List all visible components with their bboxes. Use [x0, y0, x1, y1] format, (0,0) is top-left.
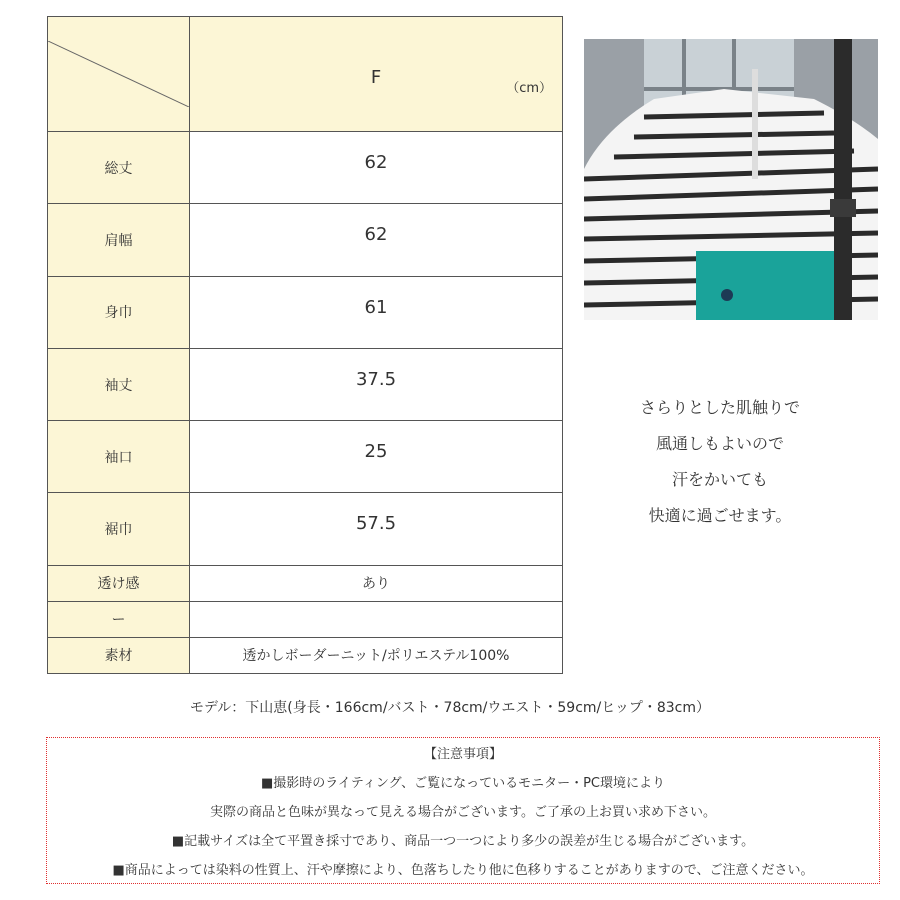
size-header-cell: [190, 17, 563, 132]
size-table: [47, 16, 563, 674]
notice-title: 【注意事項】: [423, 747, 502, 762]
description-line: さらりとした肌触りで: [639, 398, 800, 417]
row-label: ー: [48, 601, 190, 637]
corner-cell: [48, 17, 190, 132]
row-label: 袖口: [48, 421, 190, 493]
row-label: 肩幅: [48, 204, 190, 276]
notice-box: [46, 737, 880, 884]
notice-line: ■記載サイズは全て平置き採寸であり、商品一つ一つにより多少の誤差が生じる場合がございます。: [171, 834, 755, 849]
row-value: あり: [190, 565, 563, 601]
unit-label: （cm）: [506, 81, 552, 97]
description-line: 風通しもよいので: [655, 434, 784, 453]
model-info: モデル：下山恵(身長・166cm/バスト・78cm/ウエスト・59cm/ヒップ・83cm）: [190, 700, 710, 716]
description-copy: [590, 390, 850, 534]
row-label: 身巾: [48, 276, 190, 348]
notice-line: 実際の商品と色味が異なって見える場合がございます。ご了承の上お買い求め下さい。: [210, 805, 716, 820]
row-value: 57.5: [190, 493, 563, 565]
table-row: [48, 276, 563, 348]
description-line: 快適に過ごせます。: [648, 506, 792, 525]
diagonal-line: [48, 41, 189, 107]
table-row: [48, 348, 563, 420]
row-value: 透かしボーダーニット/ポリエステル100%: [190, 637, 563, 673]
table-row: [48, 637, 563, 673]
table-row: [48, 601, 563, 637]
row-label: 素材: [48, 637, 190, 673]
table-row: [48, 565, 563, 601]
row-value: 62: [190, 204, 563, 276]
table-row: [48, 421, 563, 493]
table-row: [48, 132, 563, 204]
row-value: 62: [190, 132, 563, 204]
row-value: 37.5: [190, 348, 563, 420]
product-photo: [584, 39, 878, 320]
row-label: 透け感: [48, 565, 190, 601]
table-row: [48, 493, 563, 565]
row-value: 61: [190, 276, 563, 348]
size-label: F: [370, 67, 382, 89]
table-row: [48, 204, 563, 276]
row-value: 25: [190, 421, 563, 493]
size-table-header-row: [48, 17, 563, 132]
row-label: 裾巾: [48, 493, 190, 565]
row-label: 総丈: [48, 132, 190, 204]
row-label: 袖丈: [48, 348, 190, 420]
notice-line: ■撮影時のライティング、ご覧になっているモニター・PC環境により: [261, 776, 665, 791]
notice-line: ■商品によっては染料の性質上、汗や摩擦により、色落ちしたり他に色移りすることがありますので、ご注意ください。: [112, 863, 814, 878]
description-line: 汗をかいても: [671, 470, 768, 489]
row-value: [190, 601, 563, 637]
